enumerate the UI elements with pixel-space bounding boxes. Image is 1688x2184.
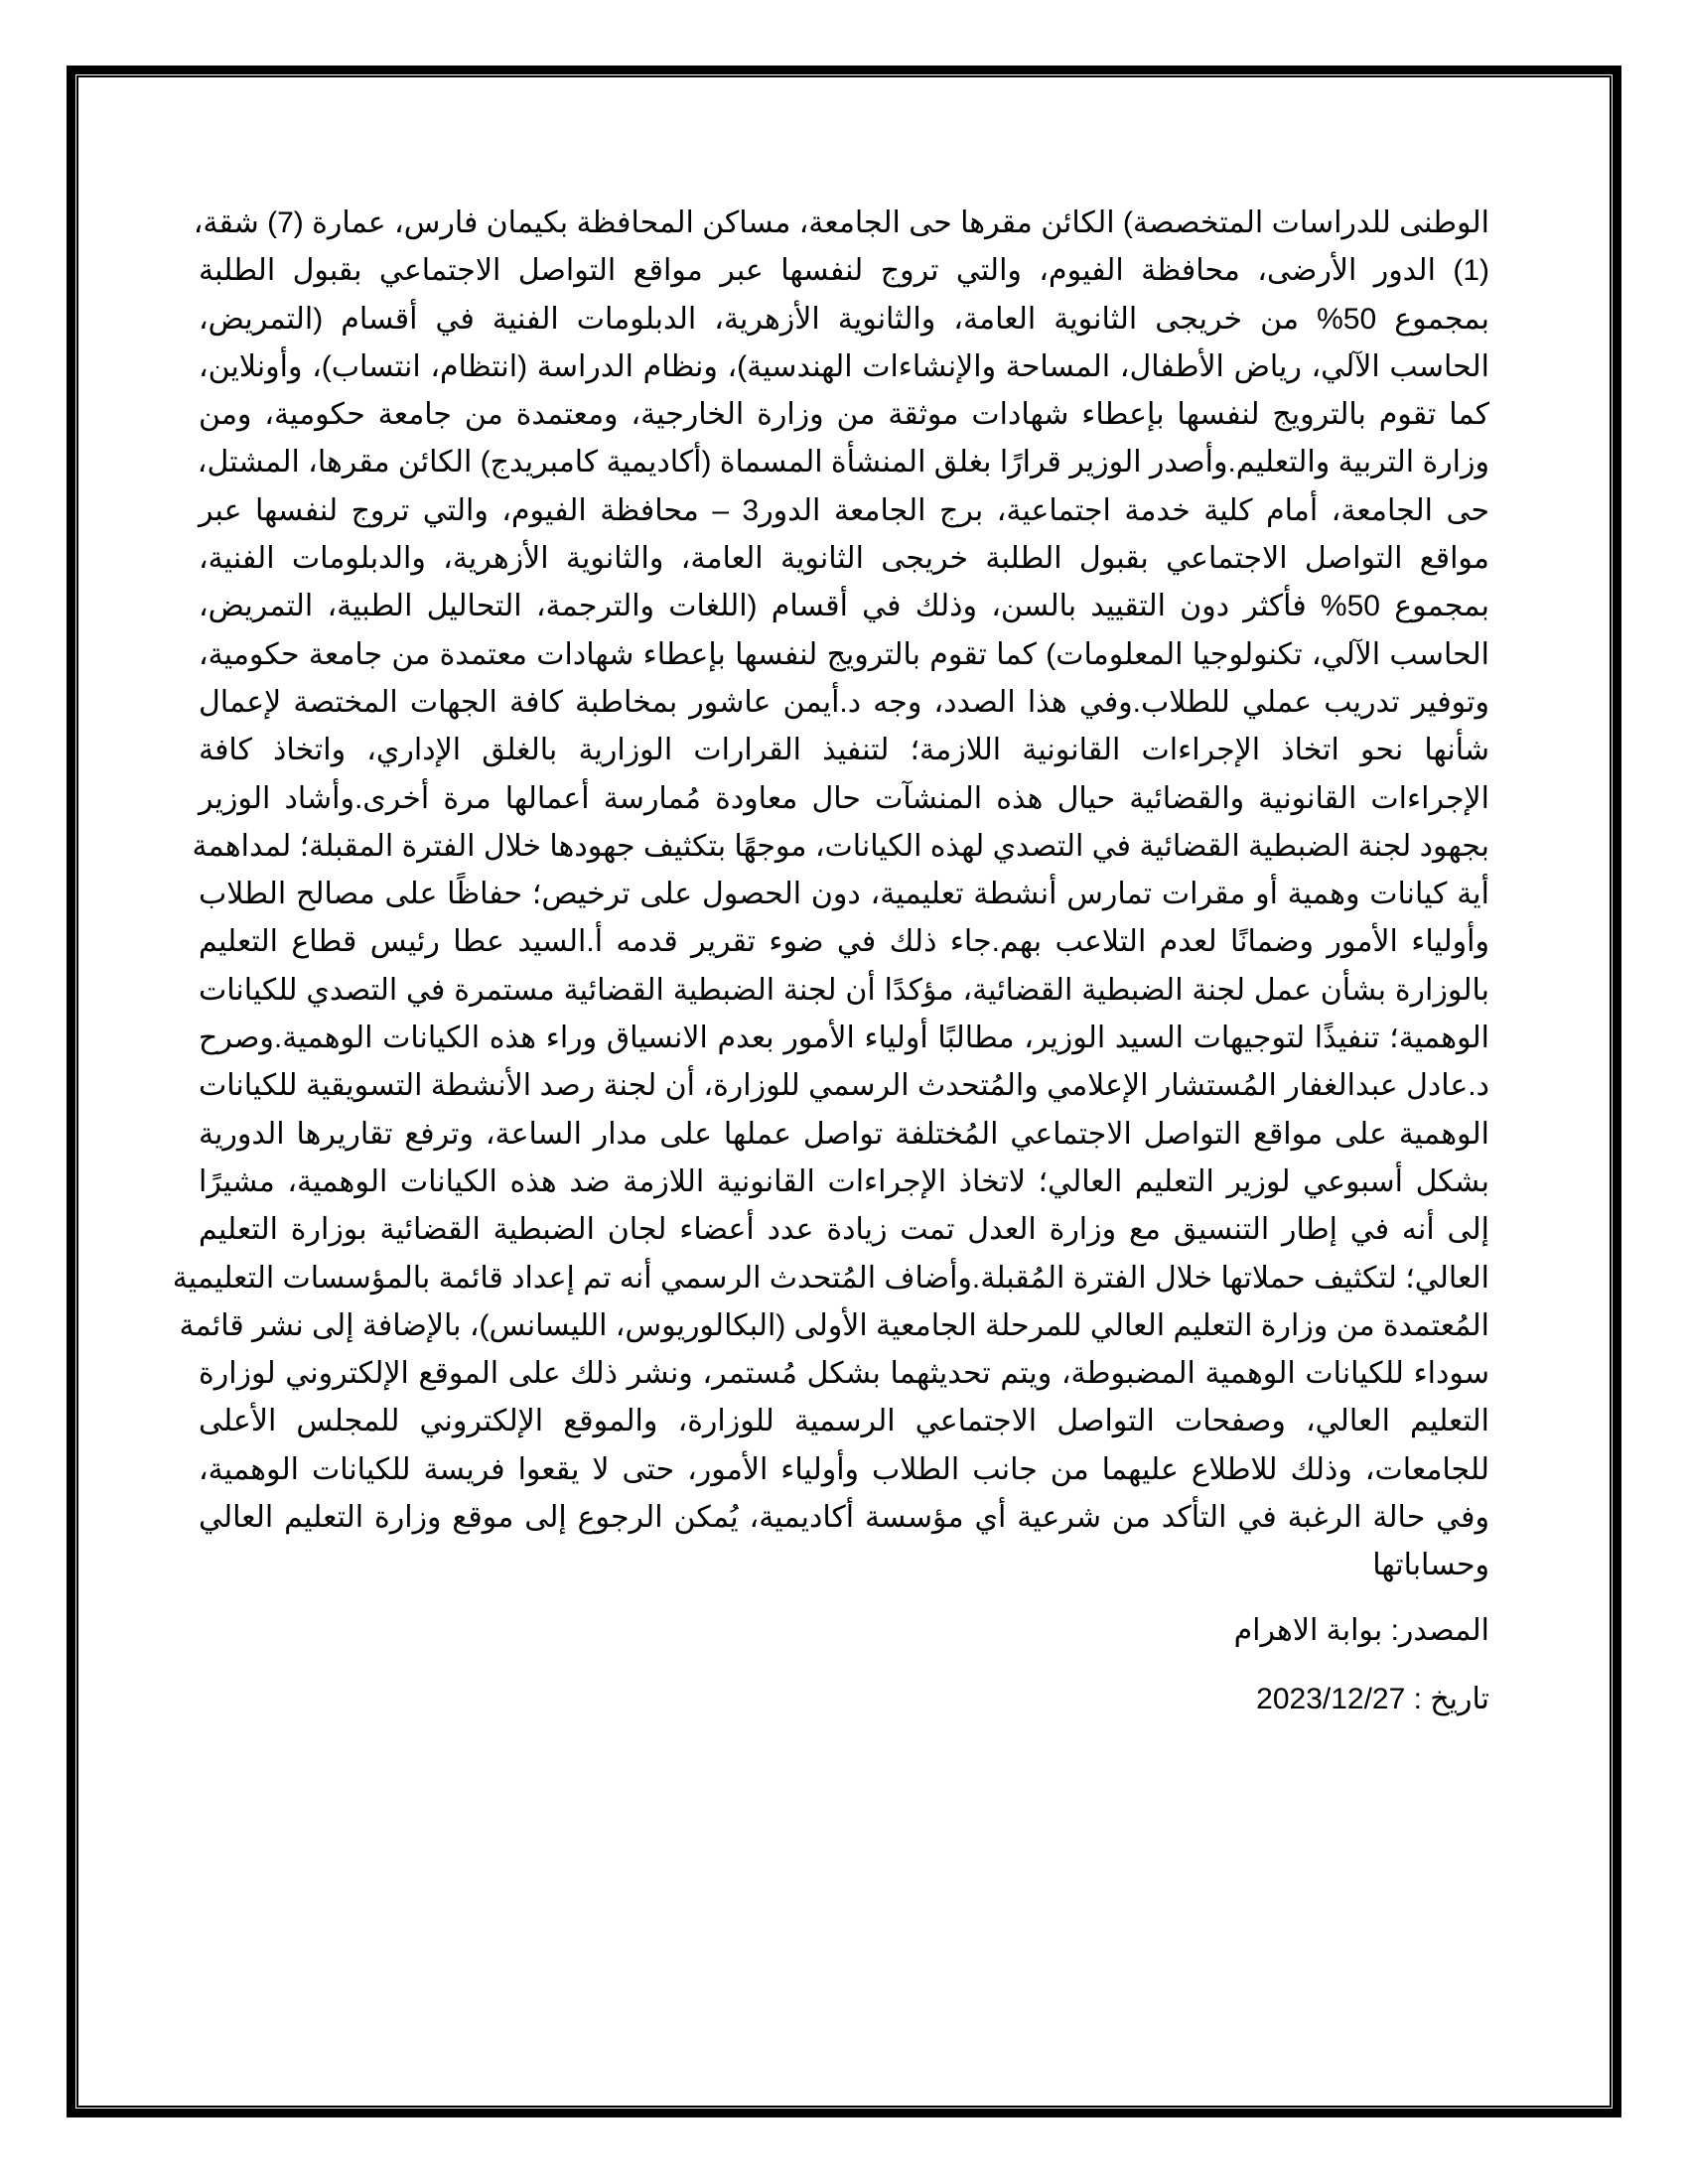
article-line: الإجراءات القانونية والقضائية حيال هذه المنشآت حال معاودة مُمارسة أعمالها مرة أخرى.وأشاد الوزير [199,781,1489,815]
article-line: وزارة التربية والتعليم.وأصدر الوزير قرارًا بغلق المنشأة المسماة (أكاديمية كامبريدج) الكائن مقرها، المشتل، [197,446,1489,479]
article-line: شأنها نحو اتخاذ الإجراءات القانونية اللازمة؛ لتنفيذ القرارات الوزارية بالغلق الإداري، واتخاذ كافة [199,734,1489,767]
article-line: وتوفير تدريب عملي للطلاب.وفي هذا الصدد، وجه د.أيمن عاشور بمخاطبة كافة الجهات المختصة لإعمال [199,685,1489,719]
article-line: كما تقوم بالترويج لنفسها بإعطاء شهادات موثقة من وزارة الخارجية، ومعتمدة من جامعة حكومية، ومن [199,398,1489,432]
article-line: الوهمية؛ تنفيذًا لتوجيهات السيد الوزير، مطالبًا أولياء الأمور بعدم الانسياق وراء هذه الكيانات الوهمية.وصرح [199,1022,1489,1055]
article-line: سوداء للكيانات الوهمية المضبوطة، ويتم تحديثهما بشكل مُستمر، ونشر ذلك على الموقع الإلكتروني لوزارة [199,1357,1489,1391]
article-line: (1) الدور الأرضى، محافظة الفيوم، والتي تروج لنفسها عبر مواقع التواصل الاجتماعي بقبول الطلبة [199,254,1489,288]
article-line: وحساباتها [1372,1549,1489,1582]
article-line: الوهمية على مواقع التواصل الاجتماعي المُختلفة تواصل عملها على مدار الساعة، وترفع تقاريرها الدورية [199,1117,1489,1151]
article-body [172,200,1489,1590]
article-line: بشكل أسبوعي لوزير التعليم العالي؛ لاتخاذ الإجراءات القانونية اللازمة ضد هذه الكيانات الوهمية، مشيرًا [199,1164,1489,1198]
article-source: المصدر: بوابة الاهرام [1233,1614,1489,1647]
article-line: للجامعات، وذلك للاطلاع عليهما من جانب الطلاب وأولياء الأمور، حتى لا يقعوا فريسة للكيانات الوهمية، [199,1452,1489,1486]
article-line: بمجموع 50% من خريجى الثانوية العامة، والثانوية الأزهرية، الدبلومات الفنية في أقسام (التمريض، [199,302,1489,336]
article-line: العالي؛ لتكثيف حملاتها خلال الفترة المُقبلة.وأضاف المُتحدث الرسمي أنه تم إعداد قائمة بالمؤسسات التعليمية [172,1261,1489,1295]
article-line: إلى أنه في إطار التنسيق مع وزارة العدل تمت زيادة عدد أعضاء لجان الضبطية القضائية بوزارة التعليم [199,1213,1489,1247]
article-line: د.عادل عبدالغفار المُستشار الإعلامي والمُتحدث الرسمي للوزارة، أن لجنة رصد الأنشطة التسويقية للكيانات [199,1069,1489,1103]
article-date: تاريخ : 2023/12/27 [1256,1683,1489,1715]
article-line: مواقع التواصل الاجتماعي بقبول الطلبة خريجى الثانوية العامة، والثانوية الأزهرية، والدبلومات الفنية، [199,542,1489,576]
article-line: بمجموع 50% فأكثر دون التقييد بالسن، وذلك في أقسام (اللغات والترجمة، التحاليل الطبية، التمريض، [199,590,1489,623]
article-line: الحاسب الآلي، تكنولوجيا المعلومات) كما تقوم بالترويج لنفسها بإعطاء شهادات معتمدة من جامعة حكومية، [199,637,1489,671]
article-line: حى الجامعة، أمام كلية خدمة اجتماعية، برج الجامعة الدور3 – محافظة الفيوم، والتي تروج لنفسها عبر [199,493,1489,527]
article-line: بجهود لجنة الضبطية القضائية في التصدي لهذه الكيانات، موجهًا بتكثيف جهودها خلال الفترة المقبلة؛ لمداهمة [192,829,1489,863]
article-line: المُعتمدة من وزارة التعليم العالي للمرحلة الجامعية الأولى (البكالوريوس، الليسانس)، بالإضافة إلى نشر قائمة [179,1308,1489,1342]
article-line: الحاسب الآلي، رياض الأطفال، المساحة والإنشاءات الهندسية)، ونظام الدراسة (انتظام، انتساب)، وأونلاين، [199,349,1489,383]
article-line: وأولياء الأمور وضمانًا لعدم التلاعب بهم.جاء ذلك في ضوء تقرير قدمه أ.السيد عطا رئيس قطاع التعليم [199,925,1489,959]
article-line: بالوزارة بشأن عمل لجنة الضبطية القضائية، مؤكدًا أن لجنة الضبطية القضائية مستمرة في التصدي للكيانات [199,973,1489,1007]
article-line: الوطنى للدراسات المتخصصة) الكائن مقرها حى الجامعة، مساكن المحافظة بكيمان فارس، عمارة (7) شقة، [193,206,1489,239]
article-line: التعليم العالي، وصفحات التواصل الاجتماعي الرسمية للوزارة، والموقع الإلكتروني للمجلس الأعلى [199,1405,1489,1438]
article-line: وفي حالة الرغبة في التأكد من شرعية أي مؤسسة أكاديمية، يُمكن الرجوع إلى موقع وزارة التعليم العالي [199,1501,1489,1535]
article-line: أية كيانات وهمية أو مقرات تمارس أنشطة تعليمية، دون الحصول على ترخيص؛ حفاظًا على مصالح الطلاب [199,878,1489,911]
